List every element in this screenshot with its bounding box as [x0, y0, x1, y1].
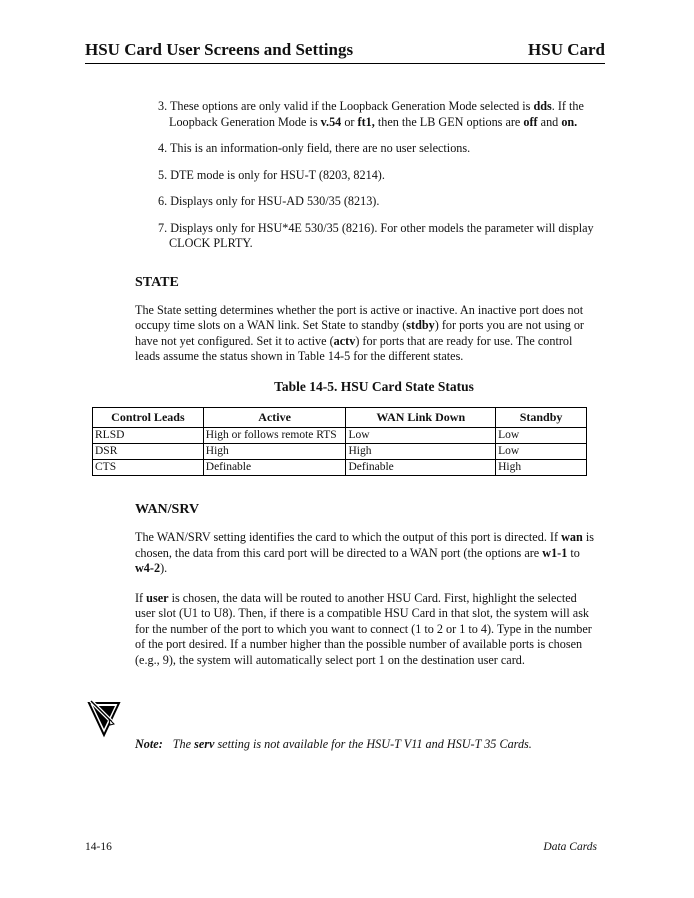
note-pen-icon — [87, 699, 121, 739]
table-cell: RLSD — [93, 428, 204, 444]
column-header: Control Leads — [93, 408, 204, 428]
bold-term: ft1, — [357, 114, 375, 129]
table-row — [93, 428, 587, 444]
table-cell: DSR — [93, 444, 204, 460]
note-number: 3. — [158, 99, 168, 113]
header-title: HSU Card User Screens and Settings — [85, 40, 354, 59]
bold-term: w1-1 — [542, 545, 568, 560]
note-body: The serv setting is not available for the HSU-T V11 and HSU-T 35 Cards. — [172, 737, 532, 751]
table-cell: High — [496, 460, 587, 476]
wan-srv-heading: WAN/SRV — [135, 502, 200, 517]
bold-term: dds — [533, 99, 552, 113]
bold-term: wan — [561, 530, 583, 544]
note-text: Displays only for HSU*4E 530/35 (8216). For other models the parameter will display CLOCK PLRTY. — [169, 220, 594, 250]
table-title: Table 14-5. HSU Card State Status — [274, 378, 474, 394]
note-item — [135, 141, 597, 157]
note-item — [135, 99, 597, 130]
note-number: 5. — [158, 167, 168, 182]
state-heading: STATE — [135, 274, 179, 290]
note-text-line — [135, 702, 597, 753]
page-footer — [85, 841, 597, 853]
state-status-table — [92, 407, 587, 476]
note-label: Note: — [135, 737, 163, 751]
table-cell: High — [346, 444, 496, 460]
bold-term: w4-2 — [135, 561, 161, 575]
table-cell: CTS — [93, 460, 204, 476]
column-header: WAN Link Down — [346, 408, 496, 428]
notes-list — [135, 99, 597, 252]
bold-term: stdby — [406, 318, 435, 332]
table-cell: Definable — [346, 460, 496, 476]
bold-term: actv — [333, 333, 356, 348]
page-header — [85, 40, 605, 64]
bold-term: user — [146, 590, 169, 605]
note-text: This is an information-only field, there are no user selections. — [169, 141, 471, 155]
chapter-name: Data Cards — [543, 841, 597, 853]
note-item — [135, 168, 597, 184]
table-cell: Definable — [203, 460, 346, 476]
header-section: HSU Card — [528, 40, 605, 59]
column-header: Active — [203, 408, 346, 428]
note-text: These options are only valid if the Loopback Generation Mode selected is dds. If the Loopback Generation Mode is v.54 or ft1, then the LB GEN options are off and on. — [169, 99, 584, 129]
table-cell: High or follows remote RTS — [203, 428, 346, 444]
note-number: 6. — [158, 194, 168, 208]
note-item — [135, 194, 597, 210]
note-item — [135, 221, 597, 252]
table-cell: Low — [496, 428, 587, 444]
table-cell: Low — [346, 428, 496, 444]
note-number: 4. — [158, 141, 168, 155]
note-block — [135, 702, 597, 753]
page-number: 14-16 — [85, 841, 112, 853]
note-text: DTE mode is only for HSU-T (8203, 8214). — [170, 167, 385, 182]
note-text: Displays only for HSU-AD 530/35 (8213). — [170, 194, 380, 208]
page-content — [95, 99, 597, 753]
table-header-row — [93, 408, 587, 428]
bold-term: serv — [194, 737, 215, 751]
wan-srv-paragraph-2: If user is chosen, the data will be routed to another HSU Card. First, highlight the selected user slot (U1 to U8). Then, if there is a compatible HSU Card in that slot, the system will ask for the number of the port to which you want to connect (1 to 2 or 1 to 4). Type in the number of the port desired. If a number higher than the possible number of available ports is chosen (e.g., 9), the system will automatically select port 1 on the destination user card. — [135, 590, 592, 667]
bold-term: off — [523, 114, 538, 129]
table-row — [93, 460, 587, 476]
state-paragraph: The State setting determines whether the port is active or inactive. An inactive port does not occupy time slots on a WAN link. Set State to standby (stdby) for ports you are not using or have not yet configured. Set it to active (actv) for ports that are ready for use. The control leads assume the status shown in Table 14-5 for the different states. — [135, 302, 584, 363]
table-row — [93, 444, 587, 460]
note-number: 7. — [158, 220, 168, 235]
table-cell: Low — [496, 444, 587, 460]
bold-term: v.54 — [320, 114, 342, 129]
table-cell: High — [203, 444, 346, 460]
wan-srv-paragraph-1: The WAN/SRV setting identifies the card to which the output of this port is directed. If wan is chosen, the data from this card port will be directed to a WAN port (the options are w1-1 to w4-2). — [135, 530, 594, 575]
column-header: Standby — [496, 408, 587, 428]
bold-term: on. — [561, 114, 578, 129]
